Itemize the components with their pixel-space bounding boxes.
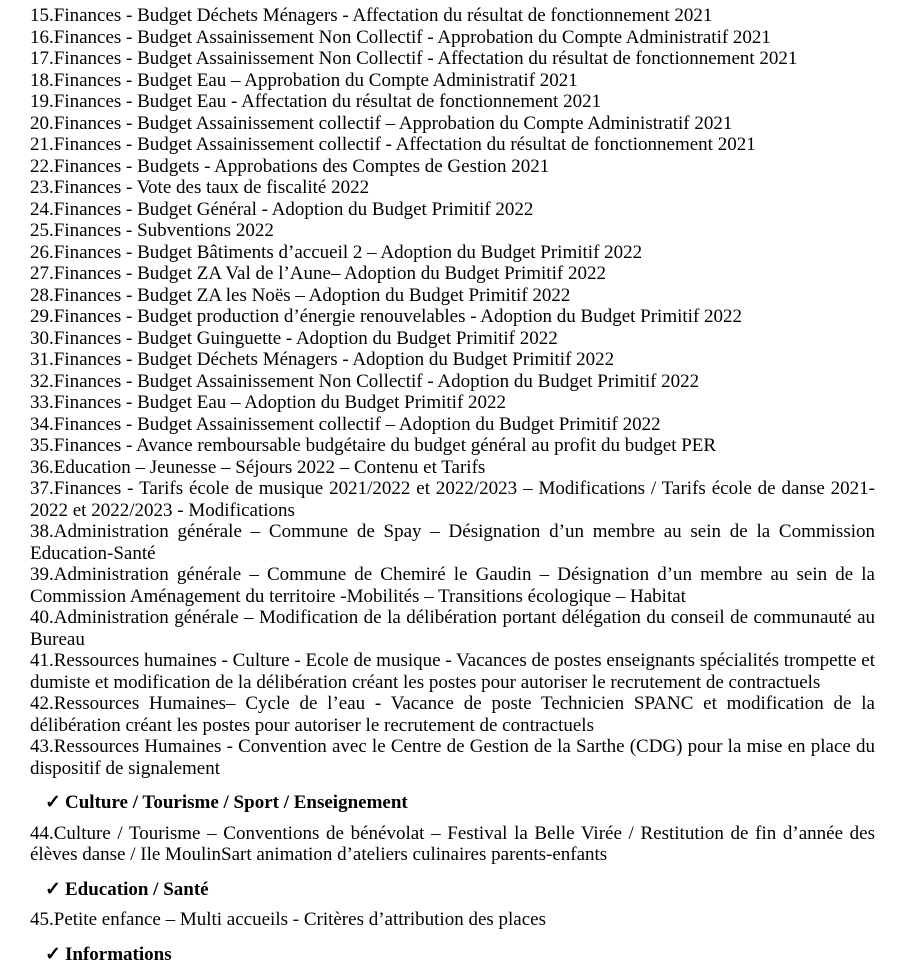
agenda-item: 33.Finances - Budget Eau – Adoption du Budget Primitif 2022	[30, 392, 507, 413]
agenda-item: 40.Administration générale – Modification de la délibération portant délégation du conseil de communauté au Bureau	[30, 607, 875, 650]
agenda-item: 39.Administration générale – Commune de Chemiré le Gaudin – Désignation d’un membre au sein de la Commission Aménagement du territoire -Mobilités – Transitions écologique – Habitat	[30, 564, 875, 607]
section-header	[30, 792, 875, 814]
section-header-label: Culture / Tourisme / Sport / Enseignement	[65, 792, 408, 813]
agenda-item: 32.Finances - Budget Assainissement Non Collectif - Adoption du Budget Primitif 2022	[30, 370, 700, 392]
agenda-item: 17.Finances - Budget Assainissement Non Collectif - Affectation du résultat de fonctionnement 2021	[30, 48, 798, 69]
agenda-item: 28.Finances - Budget ZA les Noës – Adoption du Budget Primitif 2022	[30, 284, 571, 306]
agenda-item: 44.Culture / Tourisme – Conventions de bénévolat – Festival la Belle Virée / Restitution de fin d’année des élèves danse / Ile MoulinSart animation d’ateliers culinaires parents-enfants	[30, 822, 875, 865]
agenda-item: 25.Finances - Subventions 2022	[30, 220, 274, 241]
agenda-item: 41.Ressources humaines - Culture - Ecole de musique - Vacances de postes enseignants spécialités trompette et dumiste et modification de la délibération créant les postes pour autoriser le recrutement de contractuels	[30, 650, 875, 693]
agenda-item: 45.Petite enfance – Multi accueils - Critères d’attribution des places	[30, 909, 546, 930]
agenda-list	[30, 5, 875, 965]
agenda-item: 42.Ressources Humaines– Cycle de l’eau - Vacance de poste Technicien SPANC et modification de la délibération créant les postes pour autoriser le recrutement de contractuels	[30, 693, 875, 736]
section-header-label: Informations	[65, 943, 172, 965]
agenda-item: 27.Finances - Budget ZA Val de l’Aune– Adoption du Budget Primitif 2022	[30, 263, 606, 284]
section-header	[30, 879, 875, 901]
agenda-item: 35.Finances - Avance remboursable budgétaire du budget général au profit du budget PER	[30, 435, 717, 456]
agenda-item: 19.Finances - Budget Eau - Affectation du résultat de fonctionnement 2021	[30, 91, 602, 112]
agenda-item: 34.Finances - Budget Assainissement collectif – Adoption du Budget Primitif 2022	[30, 413, 661, 435]
agenda-item: 26.Finances - Budget Bâtiments d’accueil 2 – Adoption du Budget Primitif 2022	[30, 241, 643, 263]
agenda-item: 22.Finances - Budgets - Approbations des Comptes de Gestion 2021	[30, 155, 550, 177]
agenda-item: 43.Ressources Humaines - Convention avec le Centre de Gestion de la Sarthe (CDG) pour la mise en place du dispositif de signalement	[30, 736, 875, 779]
agenda-item: 23.Finances - Vote des taux de fiscalité 2022	[30, 177, 370, 198]
section-header	[30, 944, 875, 966]
agenda-item: 37.Finances - Tarifs école de musique 2021/2022 et 2022/2023 – Modifications / Tarifs école de danse 2021-2022 et 2022/2023 - Modifications	[30, 478, 875, 521]
agenda-item: 15.Finances - Budget Déchets Ménagers - Affectation du résultat de fonctionnement 2021	[30, 5, 713, 26]
section-header-label: Education / Santé	[65, 878, 209, 900]
agenda-item: 36.Education – Jeunesse – Séjours 2022 – Contenu et Tarifs	[30, 456, 486, 478]
agenda-item: 30.Finances - Budget Guinguette - Adoption du Budget Primitif 2022	[30, 327, 558, 349]
checkmark-icon: ✓	[45, 943, 61, 965]
agenda-item: 21.Finances - Budget Assainissement collectif - Affectation du résultat de fonctionnement 2021	[30, 134, 756, 155]
agenda-item: 24.Finances - Budget Général - Adoption du Budget Primitif 2022	[30, 198, 534, 220]
agenda-item: 18.Finances - Budget Eau – Approbation du Compte Administratif 2021	[30, 69, 578, 91]
agenda-item: 20.Finances - Budget Assainissement collectif – Approbation du Compte Administratif 2021	[30, 112, 733, 134]
agenda-item: 29.Finances - Budget production d’énergie renouvelables - Adoption du Budget Primitif 2022	[30, 306, 743, 327]
agenda-item: 31.Finances - Budget Déchets Ménagers - Adoption du Budget Primitif 2022	[30, 349, 615, 370]
agenda-item: 16.Finances - Budget Assainissement Non Collectif - Approbation du Compte Administratif 2021	[30, 26, 771, 48]
agenda-item: 38.Administration générale – Commune de Spay – Désignation d’un membre au sein de la Commission Education-Santé	[30, 521, 875, 564]
checkmark-icon: ✓	[45, 792, 61, 813]
checkmark-icon: ✓	[45, 878, 61, 900]
